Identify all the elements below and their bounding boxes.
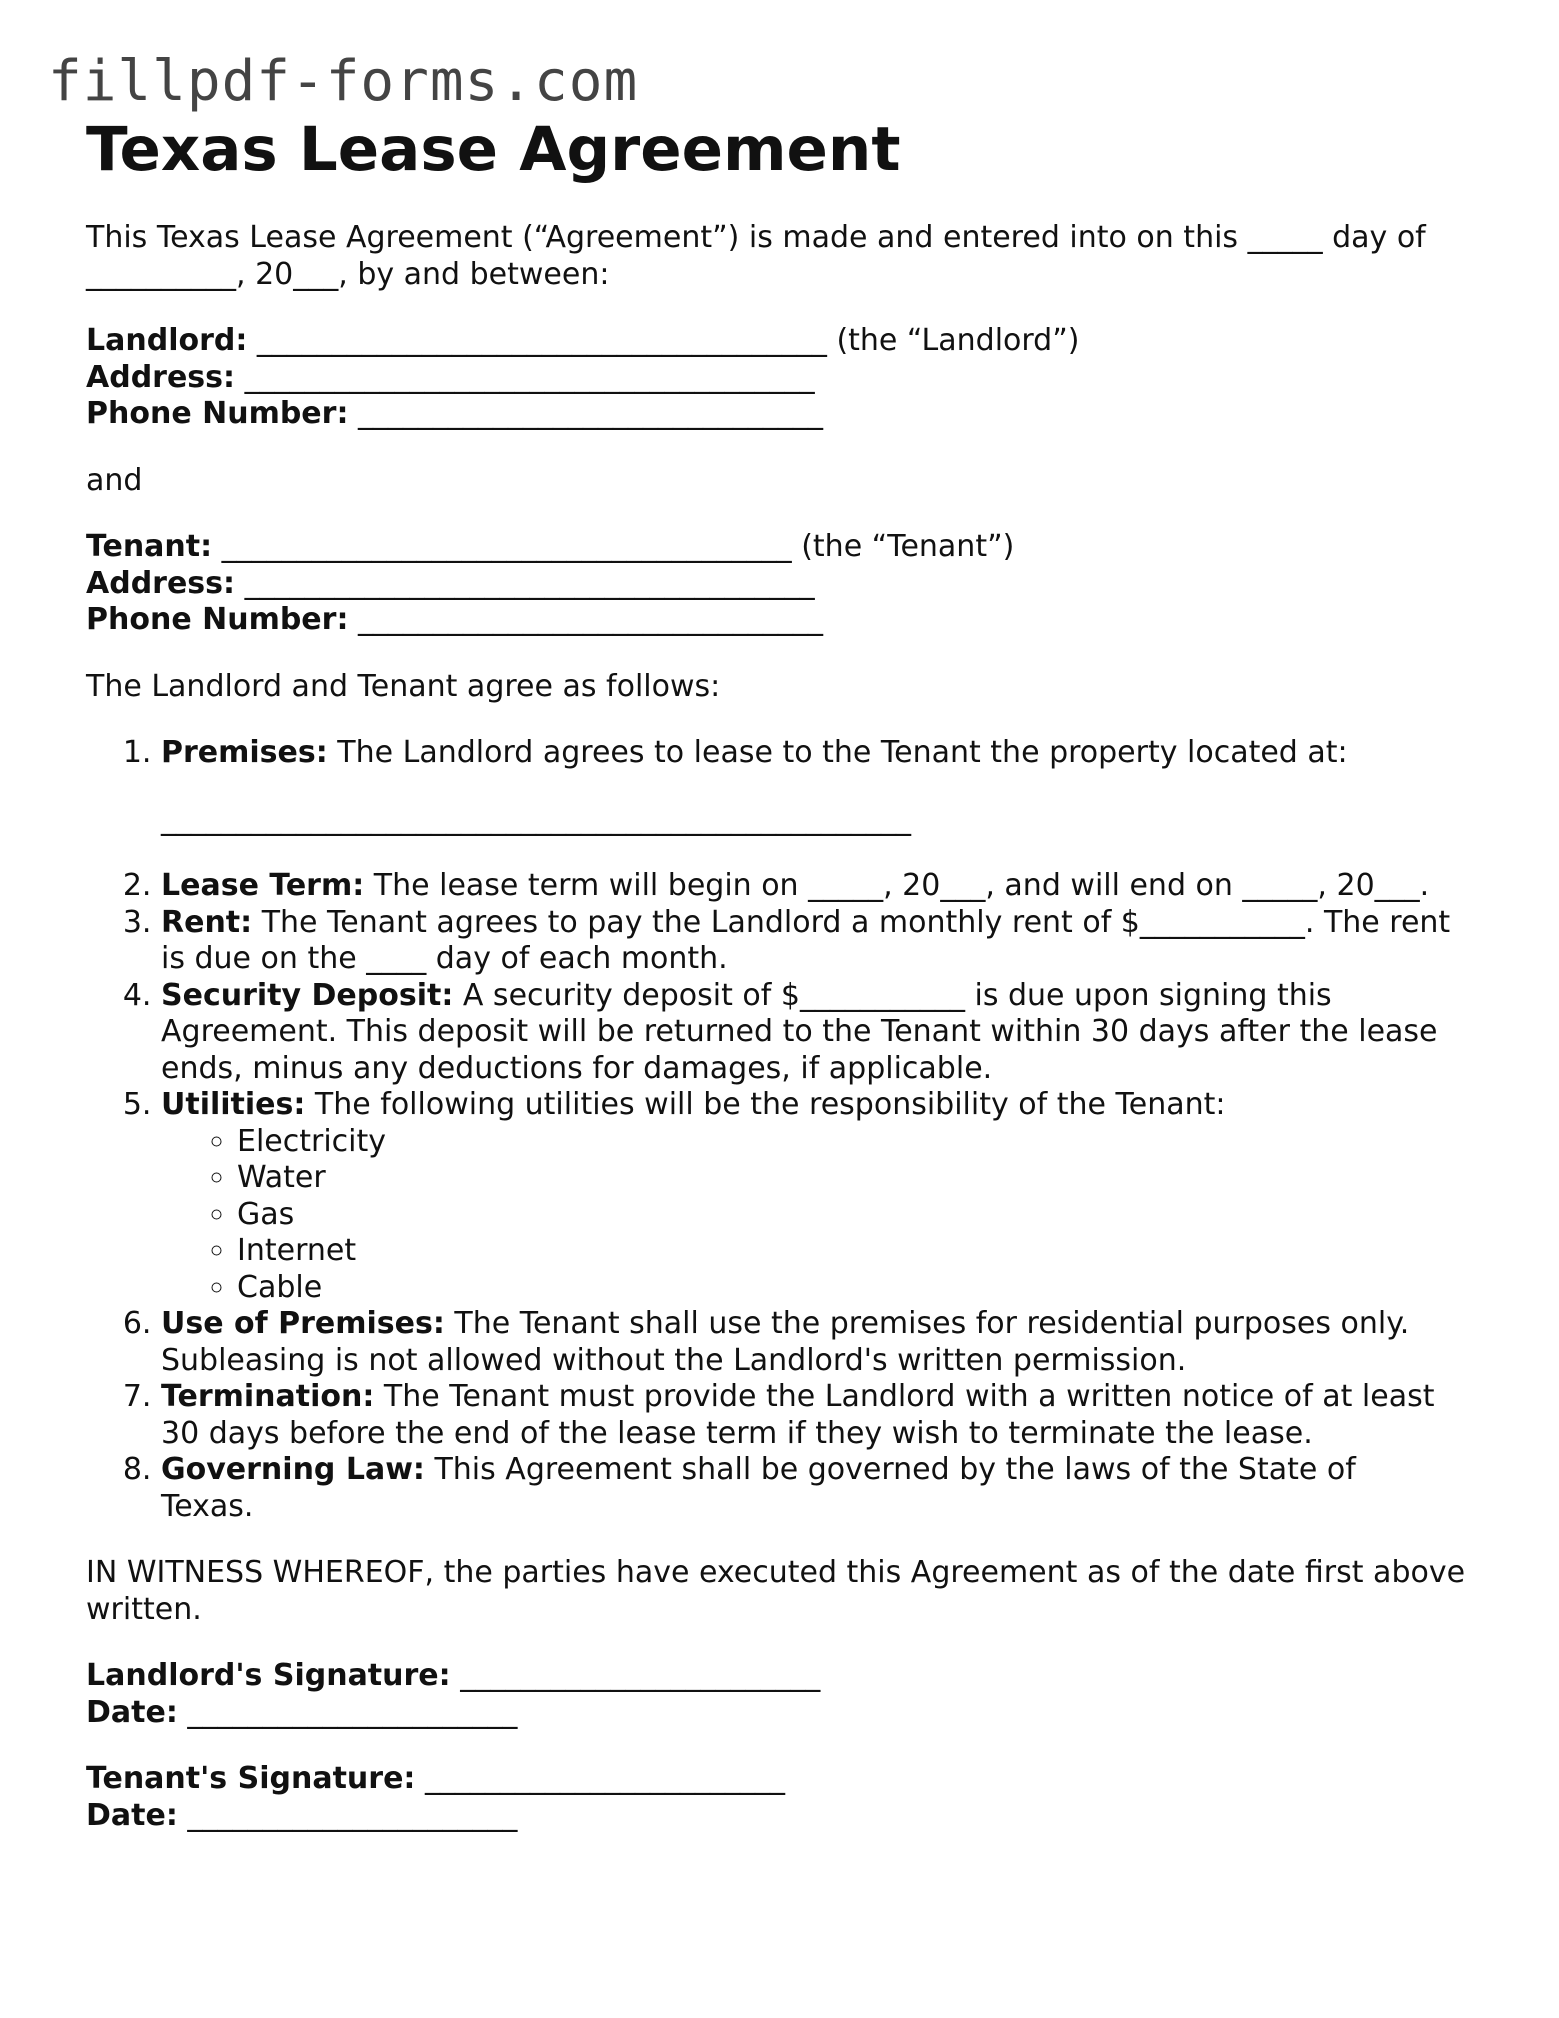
landlord-date-field[interactable]: ______________________ <box>187 1694 518 1730</box>
term-use-of-premises <box>161 1306 1456 1379</box>
term-label: Termination: <box>161 1379 375 1414</box>
tenant-signature-row <box>86 1761 1466 1798</box>
term-label: Rent: <box>161 904 253 940</box>
watermark: fillpdf-forms.com <box>48 49 639 114</box>
term-label: Use of Premises: <box>161 1306 445 1341</box>
and-text: and <box>86 462 143 498</box>
tenant-date-label: Date: <box>86 1797 178 1833</box>
landlord-date-row <box>86 1695 1466 1732</box>
landlord-date-label: Date: <box>86 1694 178 1730</box>
term-text: The lease term will begin on _____, 20___, and will end on _____, 20___. <box>373 868 1430 903</box>
utility-item: ◦ Water <box>237 1160 1456 1197</box>
landlord-signature-label: Landlord's Signature: <box>86 1658 451 1693</box>
term-text: This Agreement shall be governed by the laws of the State of Texas. <box>161 1452 1356 1524</box>
term-text: The Tenant agrees to pay the Landlord a monthly rent of $___________. The rent is due on the ____ day of each month. <box>161 904 1451 976</box>
tenant-phone-row <box>86 602 1466 639</box>
intro-paragraph: This Texas Lease Agreement (“Agreement”) is made and entered into on this _____ day of __________, 20___, by and between: <box>86 220 1426 292</box>
term-text: The following utilities will be the responsibility of the Tenant: <box>314 1087 1226 1122</box>
landlord-signature-row <box>86 1658 1466 1695</box>
term-lease-term <box>161 868 1456 905</box>
landlord-phone-field[interactable]: _______________________________ <box>358 396 823 431</box>
page-title: Texas Lease Agreement <box>86 114 901 185</box>
term-governing-law <box>161 1452 1456 1525</box>
tenant-date-row <box>86 1798 1466 1835</box>
tenant-address-row <box>86 566 1466 603</box>
landlord-address-field[interactable]: ______________________________________ <box>244 359 815 395</box>
tenant-address-label: Address: <box>86 565 236 601</box>
tenant-phone-field[interactable]: _______________________________ <box>358 602 823 637</box>
landlord-name-label: Landlord: <box>86 323 248 358</box>
term-security-deposit <box>161 978 1456 1088</box>
term-label: Security Deposit: <box>161 977 454 1013</box>
tenant-signature-label: Tenant's Signature: <box>86 1761 416 1796</box>
term-premises <box>161 735 1456 838</box>
term-utilities <box>161 1087 1456 1306</box>
tenant-signature-field[interactable]: ________________________ <box>424 1761 785 1796</box>
tenant-name-label: Tenant: <box>86 529 213 564</box>
term-label: Lease Term: <box>161 868 365 903</box>
landlord-signature-block <box>86 1658 1466 1731</box>
term-label: Utilities: <box>161 1087 306 1122</box>
landlord-block <box>86 323 1466 433</box>
tenant-signature-block <box>86 1761 1466 1834</box>
tenant-date-field[interactable]: ______________________ <box>187 1797 518 1833</box>
landlord-name-row <box>86 323 1466 360</box>
term-label: Governing Law: <box>161 1452 425 1487</box>
tenant-address-field[interactable]: ______________________________________ <box>244 565 815 601</box>
landlord-signature-field[interactable]: ________________________ <box>460 1658 821 1693</box>
document-page <box>86 108 1466 1834</box>
tenant-name-row <box>86 529 1466 566</box>
landlord-name-field[interactable]: ______________________________________ (the “Landlord”) <box>256 323 1080 358</box>
utilities-list <box>161 1124 1456 1307</box>
term-text: The Tenant shall use the premises for residential purposes only. Subleasing is not allowed without the Landlord's written permission. <box>161 1306 1410 1378</box>
tenant-phone-label: Phone Number: <box>86 602 349 637</box>
agree-text: The Landlord and Tenant agree as follows: <box>86 668 721 704</box>
utility-item: ◦ Cable <box>237 1270 1456 1307</box>
landlord-phone-label: Phone Number: <box>86 396 349 431</box>
landlord-address-row <box>86 360 1466 397</box>
term-label: Premises: <box>161 735 328 770</box>
term-termination <box>161 1379 1456 1452</box>
term-text: The Landlord agrees to lease to the Tenant the property located at: <box>337 735 1348 770</box>
tenant-name-field[interactable]: ______________________________________ (the “Tenant”) <box>221 529 1015 564</box>
utility-item: ◦ Internet <box>237 1233 1456 1270</box>
landlord-address-label: Address: <box>86 359 236 395</box>
utility-item: ◦ Electricity <box>237 1124 1456 1161</box>
term-rent <box>161 905 1456 978</box>
landlord-phone-row <box>86 396 1466 433</box>
term-text: The Tenant must provide the Landlord with a written notice of at least 30 days before the end of the lease term if they wish to terminate the lease. <box>161 1379 1435 1451</box>
terms-list <box>86 735 1456 1525</box>
term-text: A security deposit of $___________ is due upon signing this Agreement. This deposit will be returned to the Tenant within 30 days after the lease ends, minus any deductions for damages, if applicable. <box>161 977 1438 1086</box>
utility-item: ◦ Gas <box>237 1197 1456 1234</box>
tenant-block <box>86 529 1466 639</box>
witness-clause: IN WITNESS WHEREOF, the parties have executed this Agreement as of the date first above written. <box>86 1555 1466 1627</box>
premises-address-field[interactable]: __________________________________________________ <box>161 801 911 837</box>
